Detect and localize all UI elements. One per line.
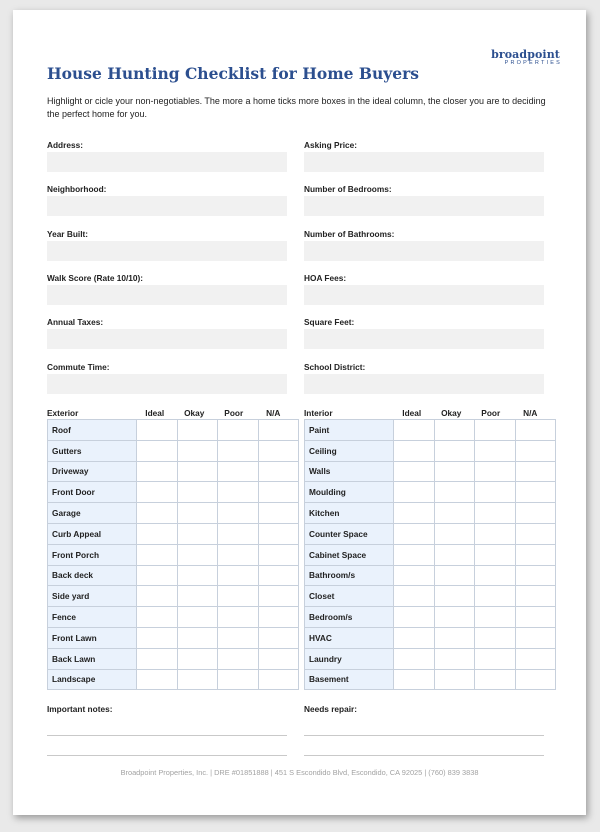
rating-cell-okay[interactable] [177, 461, 218, 482]
item-label: Front Lawn [48, 627, 137, 648]
rating-cell-poor[interactable] [475, 627, 516, 648]
rating-cell-okay[interactable] [177, 669, 218, 690]
info-field [47, 184, 287, 216]
rating-cell-poor[interactable] [218, 461, 259, 482]
checklist-row [48, 669, 299, 690]
rating-cell-okay[interactable] [177, 440, 218, 461]
item-label: Curb Appeal [48, 523, 137, 544]
field-input[interactable] [47, 374, 287, 394]
brand-name: broadpoint [491, 48, 560, 61]
item-label: Paint [305, 420, 394, 441]
rating-cell-okay[interactable] [434, 503, 475, 524]
item-label: Driveway [48, 461, 137, 482]
rating-cell-ideal[interactable] [137, 586, 178, 607]
rating-cell-ideal[interactable] [394, 420, 435, 441]
field-input[interactable] [47, 196, 287, 216]
checklist-row [48, 420, 299, 441]
rating-cell-poor[interactable] [475, 461, 516, 482]
page-title: House Hunting Checklist for Home Buyers [47, 64, 420, 83]
rating-cell-ideal[interactable] [394, 544, 435, 565]
rating-cell-okay[interactable] [177, 420, 218, 441]
important-notes-label: Important notes: [47, 704, 113, 714]
rating-cell-okay[interactable] [177, 565, 218, 586]
rating-cell-poor[interactable] [218, 420, 259, 441]
rating-cell-poor[interactable] [218, 565, 259, 586]
rating-cell-na[interactable] [258, 669, 299, 690]
rating-cell-poor[interactable] [475, 503, 516, 524]
rating-cell-ideal[interactable] [137, 607, 178, 628]
rating-cell-okay[interactable] [177, 503, 218, 524]
rating-cell-na[interactable] [258, 461, 299, 482]
item-label: Closet [305, 586, 394, 607]
col-ideal: Ideal [145, 408, 165, 418]
checklist-row [48, 648, 299, 669]
field-label: Neighborhood: [47, 184, 107, 195]
rating-cell-na[interactable] [515, 544, 556, 565]
rating-cell-okay[interactable] [177, 607, 218, 628]
interior-heading: Interior [304, 408, 333, 418]
rating-cell-na[interactable] [515, 503, 556, 524]
info-field [47, 362, 287, 394]
rating-cell-ideal[interactable] [137, 420, 178, 441]
field-input[interactable] [47, 329, 287, 349]
document-page [13, 10, 586, 815]
item-label: Back deck [48, 565, 137, 586]
rating-cell-poor[interactable] [218, 544, 259, 565]
field-input[interactable] [304, 196, 544, 216]
rating-cell-poor[interactable] [475, 420, 516, 441]
rating-cell-poor[interactable] [475, 482, 516, 503]
info-field [47, 229, 287, 261]
field-label: Square Feet: [304, 317, 355, 328]
field-input[interactable] [304, 329, 544, 349]
rating-cell-na[interactable] [515, 607, 556, 628]
info-field [304, 273, 544, 305]
checklist-row [48, 627, 299, 648]
rating-cell-ideal[interactable] [394, 503, 435, 524]
rating-cell-na[interactable] [258, 627, 299, 648]
info-field [304, 140, 544, 172]
rating-cell-ideal[interactable] [394, 627, 435, 648]
rating-cell-okay[interactable] [434, 586, 475, 607]
info-field [47, 273, 287, 305]
checklist-row [305, 607, 556, 628]
rating-cell-okay[interactable] [434, 669, 475, 690]
rating-cell-ideal[interactable] [137, 461, 178, 482]
rating-cell-ideal[interactable] [137, 544, 178, 565]
interior-checklist [304, 408, 550, 690]
checklist-row [305, 523, 556, 544]
item-label: Walls [305, 461, 394, 482]
checklist-row [305, 544, 556, 565]
field-input[interactable] [47, 152, 287, 172]
rating-cell-na[interactable] [258, 482, 299, 503]
checklist-row [305, 503, 556, 524]
checklist-row [48, 523, 299, 544]
rating-cell-ideal[interactable] [394, 607, 435, 628]
field-label: HOA Fees: [304, 272, 347, 283]
rating-cell-na[interactable] [258, 648, 299, 669]
field-input[interactable] [47, 285, 287, 305]
field-label: School District: [304, 361, 366, 372]
field-label: Commute Time: [47, 361, 110, 372]
col-ideal: Ideal [402, 408, 422, 418]
rating-cell-okay[interactable] [177, 544, 218, 565]
checklist-row [48, 461, 299, 482]
item-label: Front Door [48, 482, 137, 503]
field-input[interactable] [304, 152, 544, 172]
checklist-row [48, 544, 299, 565]
checklist-row [305, 648, 556, 669]
rating-cell-poor[interactable] [475, 565, 516, 586]
checklist-row [305, 461, 556, 482]
rating-cell-poor[interactable] [218, 586, 259, 607]
repair-line[interactable] [304, 716, 544, 736]
exterior-table [47, 419, 299, 690]
rating-cell-poor[interactable] [475, 523, 516, 544]
field-label: Annual Taxes: [47, 317, 104, 328]
checklist-row [305, 627, 556, 648]
info-field [304, 317, 544, 349]
rating-cell-na[interactable] [258, 503, 299, 524]
rating-cell-na[interactable] [515, 565, 556, 586]
rating-cell-ideal[interactable] [137, 440, 178, 461]
checklist-row [305, 669, 556, 690]
item-label: Fence [48, 607, 137, 628]
rating-cell-okay[interactable] [434, 627, 475, 648]
rating-cell-ideal[interactable] [394, 461, 435, 482]
rating-cell-na[interactable] [258, 607, 299, 628]
item-label: Roof [48, 420, 137, 441]
rating-cell-ideal[interactable] [394, 669, 435, 690]
field-label: Year Built: [47, 228, 89, 239]
rating-cell-okay[interactable] [434, 440, 475, 461]
rating-cell-okay[interactable] [434, 482, 475, 503]
exterior-checklist [47, 408, 293, 690]
rating-cell-ideal[interactable] [394, 648, 435, 669]
field-input[interactable] [304, 241, 544, 261]
rating-cell-ideal[interactable] [137, 627, 178, 648]
rating-cell-ideal[interactable] [394, 565, 435, 586]
rating-cell-na[interactable] [515, 627, 556, 648]
checklist-row [305, 586, 556, 607]
rating-cell-okay[interactable] [177, 482, 218, 503]
checklist-row [48, 503, 299, 524]
field-label: Number of Bedrooms: [304, 184, 392, 195]
item-label: Ceiling [305, 440, 394, 461]
field-input[interactable] [47, 241, 287, 261]
rating-cell-okay[interactable] [177, 523, 218, 544]
checklist-row [305, 482, 556, 503]
rating-cell-na[interactable] [515, 523, 556, 544]
info-field [304, 362, 544, 394]
checklist-row [305, 420, 556, 441]
item-label: Moulding [305, 482, 394, 503]
intro-text: Highlight or cicle your non-negotiables. The more a home ticks more boxes in the ideal column, the closer you are to deciding the perfect home for you. [47, 96, 546, 119]
rating-cell-na[interactable] [515, 461, 556, 482]
field-label: Number of Bathrooms: [304, 228, 395, 239]
interior-table [304, 419, 556, 690]
col-na: N/A [523, 408, 538, 418]
rating-cell-ideal[interactable] [137, 669, 178, 690]
item-label: Bathroom/s [305, 565, 394, 586]
rating-cell-ideal[interactable] [137, 482, 178, 503]
rating-cell-na[interactable] [258, 440, 299, 461]
item-label: Front Porch [48, 544, 137, 565]
rating-cell-poor[interactable] [218, 669, 259, 690]
col-okay: Okay [184, 408, 205, 418]
col-poor: Poor [481, 408, 501, 418]
rating-cell-ideal[interactable] [137, 523, 178, 544]
rating-cell-ideal[interactable] [394, 586, 435, 607]
field-label: Walk Score (Rate 10/10): [47, 272, 144, 283]
rating-cell-na[interactable] [515, 440, 556, 461]
item-label: Side yard [48, 586, 137, 607]
rating-cell-poor[interactable] [218, 482, 259, 503]
rating-cell-okay[interactable] [177, 648, 218, 669]
interior-header [304, 408, 550, 419]
info-field [304, 184, 544, 216]
rating-cell-poor[interactable] [218, 607, 259, 628]
rating-cell-poor[interactable] [218, 627, 259, 648]
rating-cell-okay[interactable] [177, 627, 218, 648]
item-label: Back Lawn [48, 648, 137, 669]
col-okay: Okay [441, 408, 462, 418]
rating-cell-okay[interactable] [434, 461, 475, 482]
rating-cell-poor[interactable] [218, 440, 259, 461]
item-label: Gutters [48, 440, 137, 461]
checklist-row [48, 607, 299, 628]
rating-cell-poor[interactable] [475, 440, 516, 461]
footer-text: Broadpoint Properties, Inc. | DRE #01851888 | 451 S Escondido Blvd, Escondido, CA 92025 | (760) 839 3838 [120, 768, 479, 777]
item-label: Bedroom/s [305, 607, 394, 628]
rating-cell-na[interactable] [258, 420, 299, 441]
exterior-heading: Exterior [47, 408, 79, 418]
rating-cell-ideal[interactable] [137, 565, 178, 586]
col-na: N/A [266, 408, 281, 418]
checklist-row [305, 565, 556, 586]
checklist-row [48, 440, 299, 461]
rating-cell-poor[interactable] [218, 503, 259, 524]
field-label: Asking Price: [304, 140, 358, 150]
needs-repair-label: Needs repair: [304, 704, 358, 714]
rating-cell-okay[interactable] [434, 607, 475, 628]
checklist-row [48, 565, 299, 586]
rating-cell-okay[interactable] [434, 523, 475, 544]
checklist-row [305, 440, 556, 461]
col-poor: Poor [224, 408, 244, 418]
field-input[interactable] [304, 374, 544, 394]
rating-cell-na[interactable] [515, 669, 556, 690]
rating-cell-poor[interactable] [475, 669, 516, 690]
repair-line[interactable] [304, 736, 544, 756]
brand-subtitle: PROPERTIES [504, 60, 562, 66]
rating-cell-na[interactable] [258, 586, 299, 607]
item-label: Counter Space [305, 523, 394, 544]
rating-cell-na[interactable] [515, 482, 556, 503]
rating-cell-ideal[interactable] [394, 482, 435, 503]
rating-cell-okay[interactable] [434, 420, 475, 441]
rating-cell-na[interactable] [258, 544, 299, 565]
field-input[interactable] [304, 285, 544, 305]
rating-cell-ideal[interactable] [137, 503, 178, 524]
rating-cell-okay[interactable] [434, 565, 475, 586]
item-label: Garage [48, 503, 137, 524]
brand-logo [491, 49, 560, 67]
info-field [47, 317, 287, 349]
important-notes-section [47, 704, 287, 756]
field-label: Address: [47, 140, 83, 150]
checklist-row [48, 586, 299, 607]
rating-cell-poor[interactable] [475, 648, 516, 669]
rating-cell-poor[interactable] [218, 523, 259, 544]
rating-cell-na[interactable] [515, 648, 556, 669]
notes-line[interactable] [47, 716, 287, 736]
rating-cell-ideal[interactable] [137, 648, 178, 669]
info-field [304, 229, 544, 261]
item-label: Landscape [48, 669, 137, 690]
rating-cell-na[interactable] [515, 586, 556, 607]
item-label: Basement [305, 669, 394, 690]
info-field [47, 140, 287, 172]
notes-line[interactable] [47, 736, 287, 756]
needs-repair-section [304, 704, 544, 756]
item-label: Cabinet Space [305, 544, 394, 565]
rating-cell-poor[interactable] [475, 607, 516, 628]
checklist-row [48, 482, 299, 503]
exterior-header [47, 408, 293, 419]
rating-cell-na[interactable] [515, 420, 556, 441]
item-label: HVAC [305, 627, 394, 648]
rating-cell-poor[interactable] [218, 648, 259, 669]
item-label: Laundry [305, 648, 394, 669]
rating-cell-okay[interactable] [434, 544, 475, 565]
rating-cell-ideal[interactable] [394, 440, 435, 461]
rating-cell-poor[interactable] [475, 544, 516, 565]
rating-cell-na[interactable] [258, 523, 299, 544]
rating-cell-poor[interactable] [475, 586, 516, 607]
rating-cell-okay[interactable] [177, 586, 218, 607]
rating-cell-okay[interactable] [434, 648, 475, 669]
rating-cell-ideal[interactable] [394, 523, 435, 544]
item-label: Kitchen [305, 503, 394, 524]
rating-cell-na[interactable] [258, 565, 299, 586]
